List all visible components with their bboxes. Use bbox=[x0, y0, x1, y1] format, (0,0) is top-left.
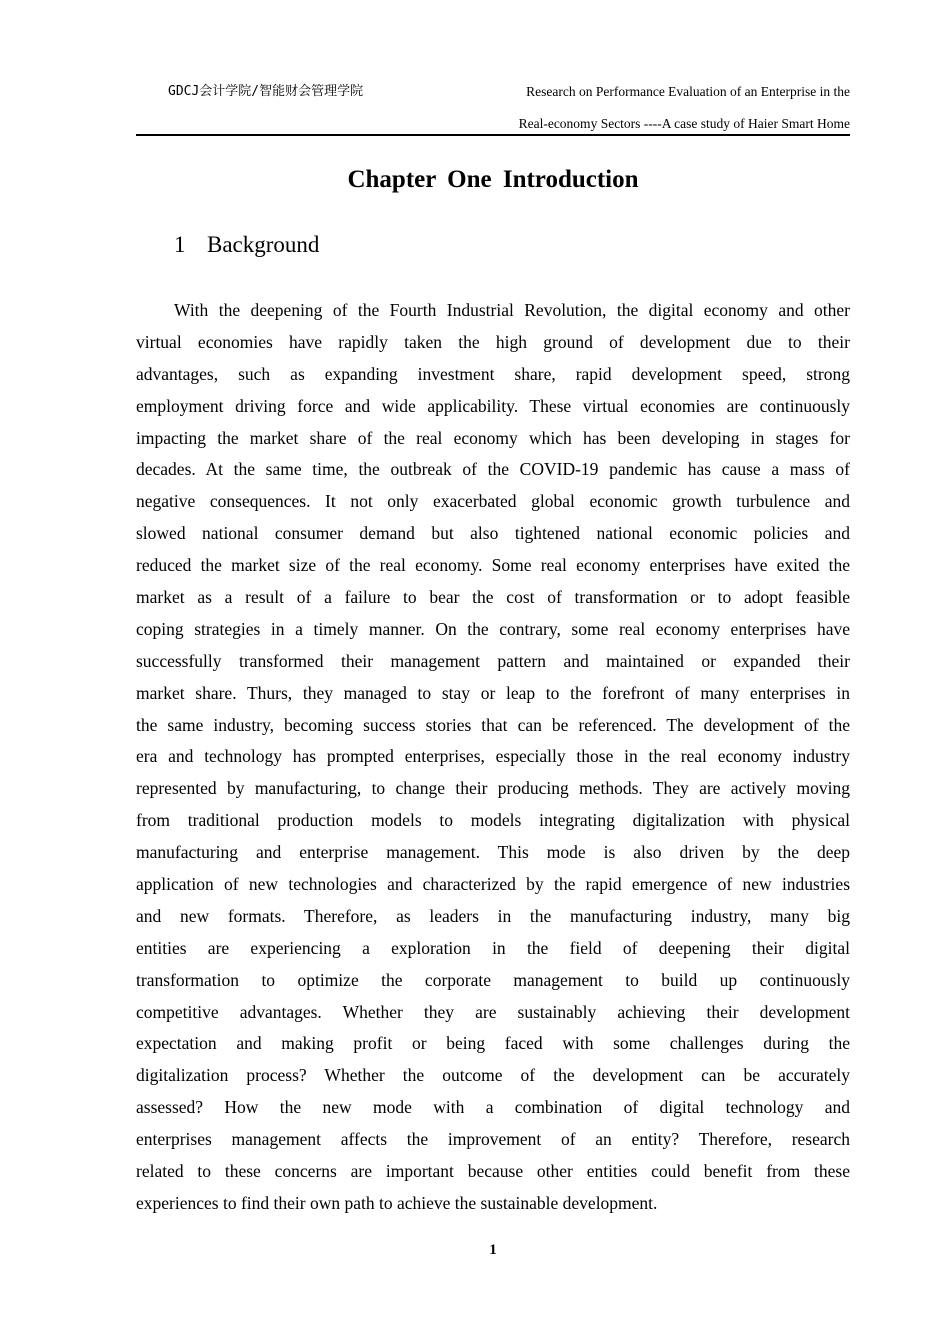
section-number: 1 bbox=[174, 232, 186, 257]
header-institution: GDCJ会计学院/智能财会管理学院 bbox=[168, 84, 364, 99]
paragraph-line: successfully transformed their management pattern and maintained or expanded their bbox=[136, 650, 850, 671]
paragraph-line: transformation to optimize the corporate management to build up continuously bbox=[136, 969, 850, 990]
paragraph-line: application of new technologies and characterized by the rapid emergence of new industries bbox=[136, 874, 850, 895]
paragraph-line: manufacturing and enterprise management. This mode is also driven by the deep bbox=[136, 842, 850, 863]
header-title-line-1: Research on Performance Evaluation of an Enterprise in the bbox=[526, 84, 850, 99]
paragraph-line: from traditional production models to models integrating digitalization with physical bbox=[136, 810, 850, 831]
paragraph-line: negative consequences. It not only exacerbated global economic growth turbulence and bbox=[136, 491, 850, 512]
paragraph-line: and new formats. Therefore, as leaders in the manufacturing industry, many big bbox=[136, 905, 850, 926]
paragraph-line: market share. Thurs, they managed to stay or leap to the forefront of many enterprises in bbox=[136, 682, 850, 703]
paragraph-line: experiences to find their own path to achieve the sustainable development. bbox=[136, 1192, 658, 1213]
paragraph-line: employment driving force and wide applicability. These virtual economies are continuously bbox=[136, 395, 850, 416]
body-paragraph bbox=[136, 295, 850, 1220]
paragraph-line: competitive advantages. Whether they are sustainably achieving their development bbox=[136, 1001, 850, 1022]
paragraph-line: decades. At the same time, the outbreak of the COVID-19 pandemic has cause a mass of bbox=[136, 459, 850, 480]
chapter-title: Chapter One Introduction bbox=[347, 166, 639, 193]
paragraph-line: slowed national consumer demand but also tightened national economic policies and bbox=[136, 523, 850, 544]
paragraph-line: coping strategies in a timely manner. On the contrary, some real economy enterprises have bbox=[136, 618, 850, 639]
paragraph-line: assessed? How the new mode with a combination of digital technology and bbox=[136, 1097, 850, 1118]
paragraph-line: the same industry, becoming success stories that can be referenced. The development of the bbox=[136, 714, 850, 735]
paragraph-line: era and technology has prompted enterprises, especially those in the real economy industry bbox=[136, 746, 850, 767]
section-title: Background bbox=[207, 232, 320, 257]
paragraph-line: impacting the market share of the real economy which has been developing in stages for bbox=[136, 427, 850, 448]
section-heading bbox=[174, 232, 319, 258]
paragraph-line: market as a result of a failure to bear the cost of transformation or to adopt feasible bbox=[136, 587, 850, 608]
header-title-line-2: Real-economy Sectors ----A case study of Haier Smart Home bbox=[518, 116, 850, 131]
paragraph-line: expectation and making profit or being faced with some challenges during the bbox=[136, 1033, 850, 1054]
running-header bbox=[136, 76, 850, 136]
paragraph-line: digitalization process? Whether the outcome of the development can be accurately bbox=[136, 1065, 850, 1086]
header-thesis-title bbox=[519, 76, 850, 140]
paragraph-line: reduced the market size of the real economy. Some real economy enterprises have exited the bbox=[136, 555, 850, 576]
paragraph-line: represented by manufacturing, to change their producing methods. They are actively moving bbox=[136, 778, 850, 799]
paragraph-line: advantages, such as expanding investment share, rapid development speed, strong bbox=[136, 363, 850, 384]
paragraph-line: entities are experiencing a exploration in the field of deepening their digital bbox=[136, 937, 850, 958]
paragraph-line: With the deepening of the Fourth Industrial Revolution, the digital economy and other bbox=[174, 300, 850, 320]
paragraph-line: virtual economies have rapidly taken the high ground of development due to their bbox=[136, 331, 850, 352]
paragraph-line: enterprises management affects the improvement of an entity? Therefore, research bbox=[136, 1129, 850, 1150]
page-number: 1 bbox=[489, 1242, 497, 1258]
paragraph-line: related to these concerns are important because other entities could benefit from these bbox=[136, 1161, 850, 1182]
